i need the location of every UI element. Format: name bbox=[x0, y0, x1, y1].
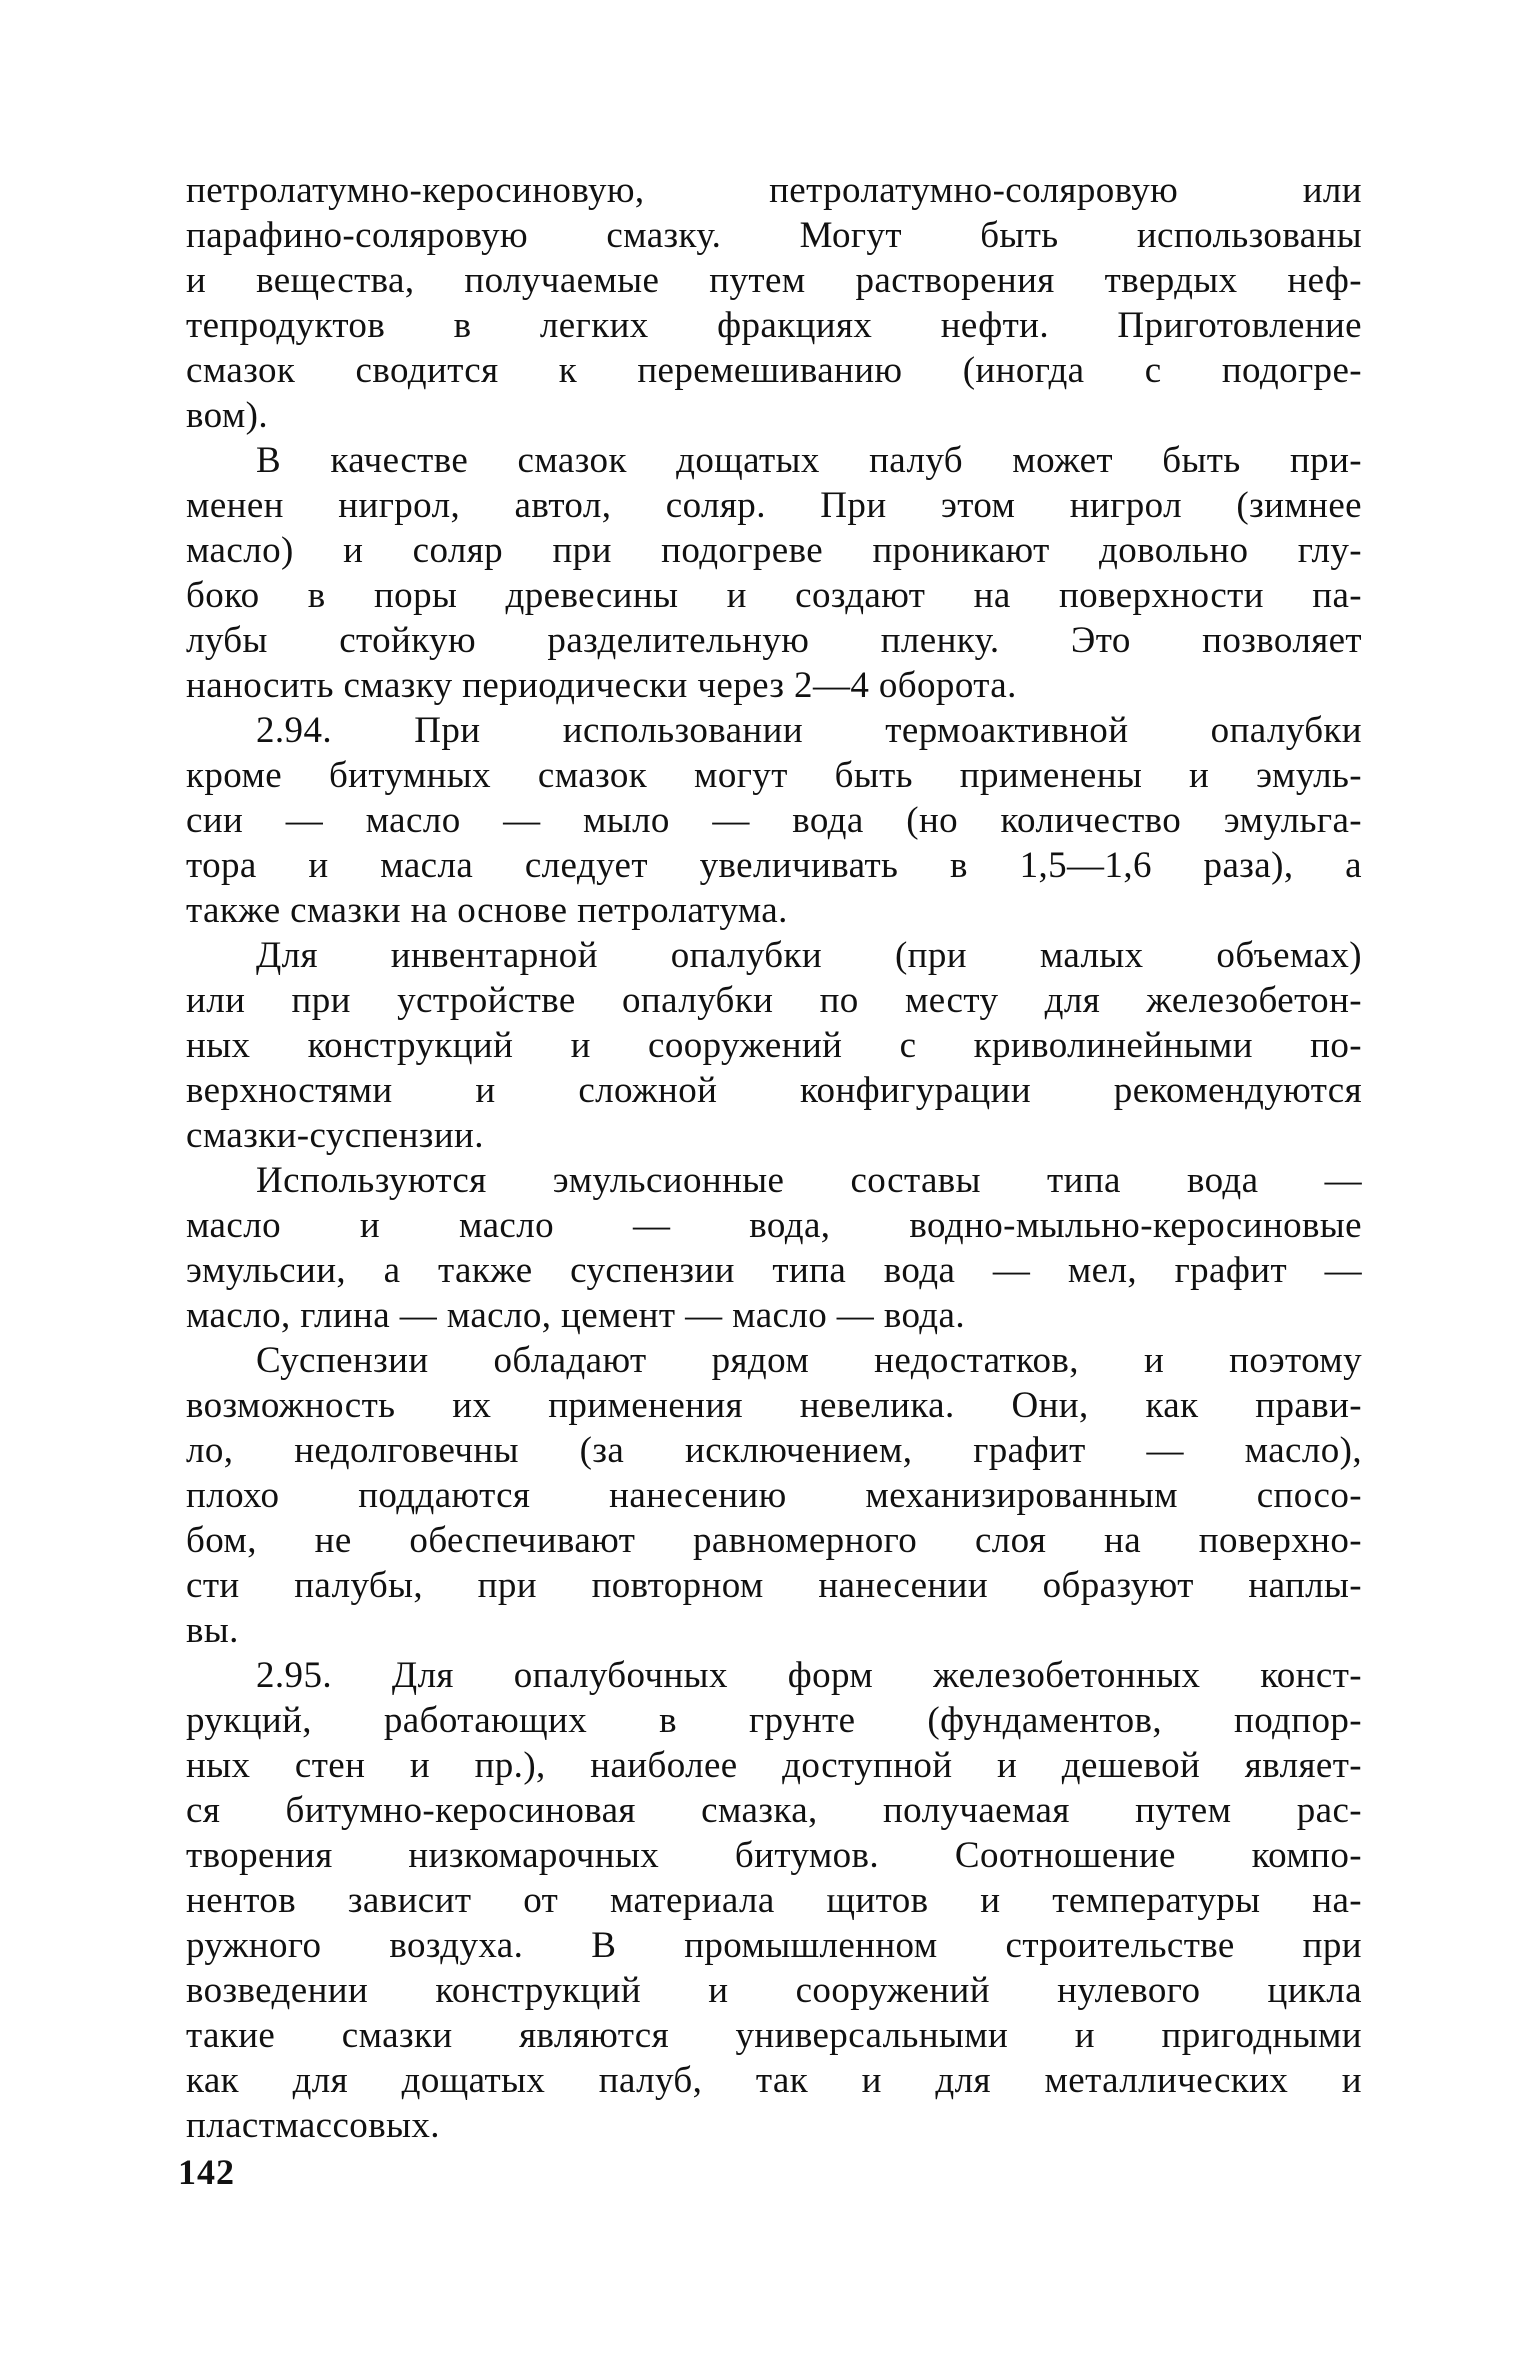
text-line: пластмассовых. bbox=[186, 2105, 440, 2146]
text-line: В качестве смазок дощатых палуб может быть при- bbox=[256, 440, 1362, 481]
text-line: такие смазки являются универсальными и пригодными bbox=[186, 2015, 1362, 2056]
text-line: эмульсии, а также суспензии типа вода — мел, графит — bbox=[186, 1250, 1362, 1291]
text-line: возможность их применения невелика. Они, как прави- bbox=[186, 1385, 1362, 1426]
text-line: как для дощатых палуб, так и для металлических и bbox=[186, 2060, 1362, 2101]
text-line: смазок сводится к перемешиванию (иногда с подогре- bbox=[186, 350, 1362, 391]
section-2-95-first-line: 2.95. Для опалубочных форм железобетонных конст- bbox=[256, 1655, 1362, 1696]
text-line: или при устройстве опалубки по месту для железобетон- bbox=[186, 980, 1362, 1021]
text-line: смазки-суспензии. bbox=[186, 1115, 484, 1156]
text-line: сии — масло — мыло — вода (но количество эмульга- bbox=[186, 800, 1362, 841]
text-line: наносить смазку периодически через 2—4 оборота. bbox=[186, 665, 1017, 706]
text-line: лубы стойкую разделительную пленку. Это позволяет bbox=[186, 620, 1362, 661]
text-line: Для инвентарной опалубки (при малых объемах) bbox=[256, 935, 1362, 976]
text-line: также смазки на основе петролатума. bbox=[186, 890, 788, 931]
text-line: вом). bbox=[186, 395, 268, 436]
text-line: Используются эмульсионные составы типа вода — bbox=[256, 1160, 1362, 1201]
text-line: вы. bbox=[186, 1610, 239, 1651]
text-line: сти палубы, при повторном нанесении образуют наплы- bbox=[186, 1565, 1362, 1606]
text-line: Суспензии обладают рядом недостатков, и поэтому bbox=[256, 1340, 1362, 1381]
text-line: ных стен и пр.), наиболее доступной и дешевой являет- bbox=[186, 1745, 1362, 1786]
text-line: боко в поры древесины и создают на поверхности па- bbox=[186, 575, 1362, 616]
text-line: верхностями и сложной конфигурации рекомендуются bbox=[186, 1070, 1362, 1111]
text-line: петролатумно-керосиновую, петролатумно-соляровую или bbox=[186, 170, 1362, 211]
text-line: тора и масла следует увеличивать в 1,5—1,6 раза), а bbox=[186, 845, 1362, 886]
text-line: рукций, работающих в грунте (фундаментов, подпор- bbox=[186, 1700, 1362, 1741]
text-line: и вещества, получаемые путем растворения твердых неф- bbox=[186, 260, 1362, 301]
page-number: 142 bbox=[178, 2152, 235, 2192]
text-line: ных конструкций и сооружений с криволинейными по- bbox=[186, 1025, 1362, 1066]
text-line: ло, недолговечны (за исключением, графит — масло), bbox=[186, 1430, 1362, 1471]
text-line: тепродуктов в легких фракциях нефти. Приготовление bbox=[186, 305, 1362, 346]
text-line: ся битумно-керосиновая смазка, получаемая путем рас- bbox=[186, 1790, 1362, 1831]
text-line: масло) и соляр при подогреве проникают довольно глу- bbox=[186, 530, 1362, 571]
text-line: бом, не обеспечивают равномерного слоя на поверхно- bbox=[186, 1520, 1362, 1561]
text-line: ружного воздуха. В промышленном строительстве при bbox=[186, 1925, 1362, 1966]
text-line: масло, глина — масло, цемент — масло — вода. bbox=[186, 1295, 965, 1336]
text-line: плохо поддаются нанесению механизированным спосо- bbox=[186, 1475, 1362, 1516]
text-line: менен нигрол, автол, соляр. При этом нигрол (зимнее bbox=[186, 485, 1362, 526]
text-line: парафино-соляровую смазку. Могут быть использованы bbox=[186, 215, 1362, 256]
text-line: кроме битумных смазок могут быть применены и эмуль- bbox=[186, 755, 1362, 796]
text-line: нентов зависит от материала щитов и температуры на- bbox=[186, 1880, 1362, 1921]
text-line: творения низкомарочных битумов. Соотношение компо- bbox=[186, 1835, 1362, 1876]
text-line: возведении конструкций и сооружений нулевого цикла bbox=[186, 1970, 1362, 2011]
section-2-94-first-line: 2.94. При использовании термоактивной опалубки bbox=[256, 710, 1362, 751]
text-line: масло и масло — вода, водно-мыльно-керосиновые bbox=[186, 1205, 1362, 1246]
